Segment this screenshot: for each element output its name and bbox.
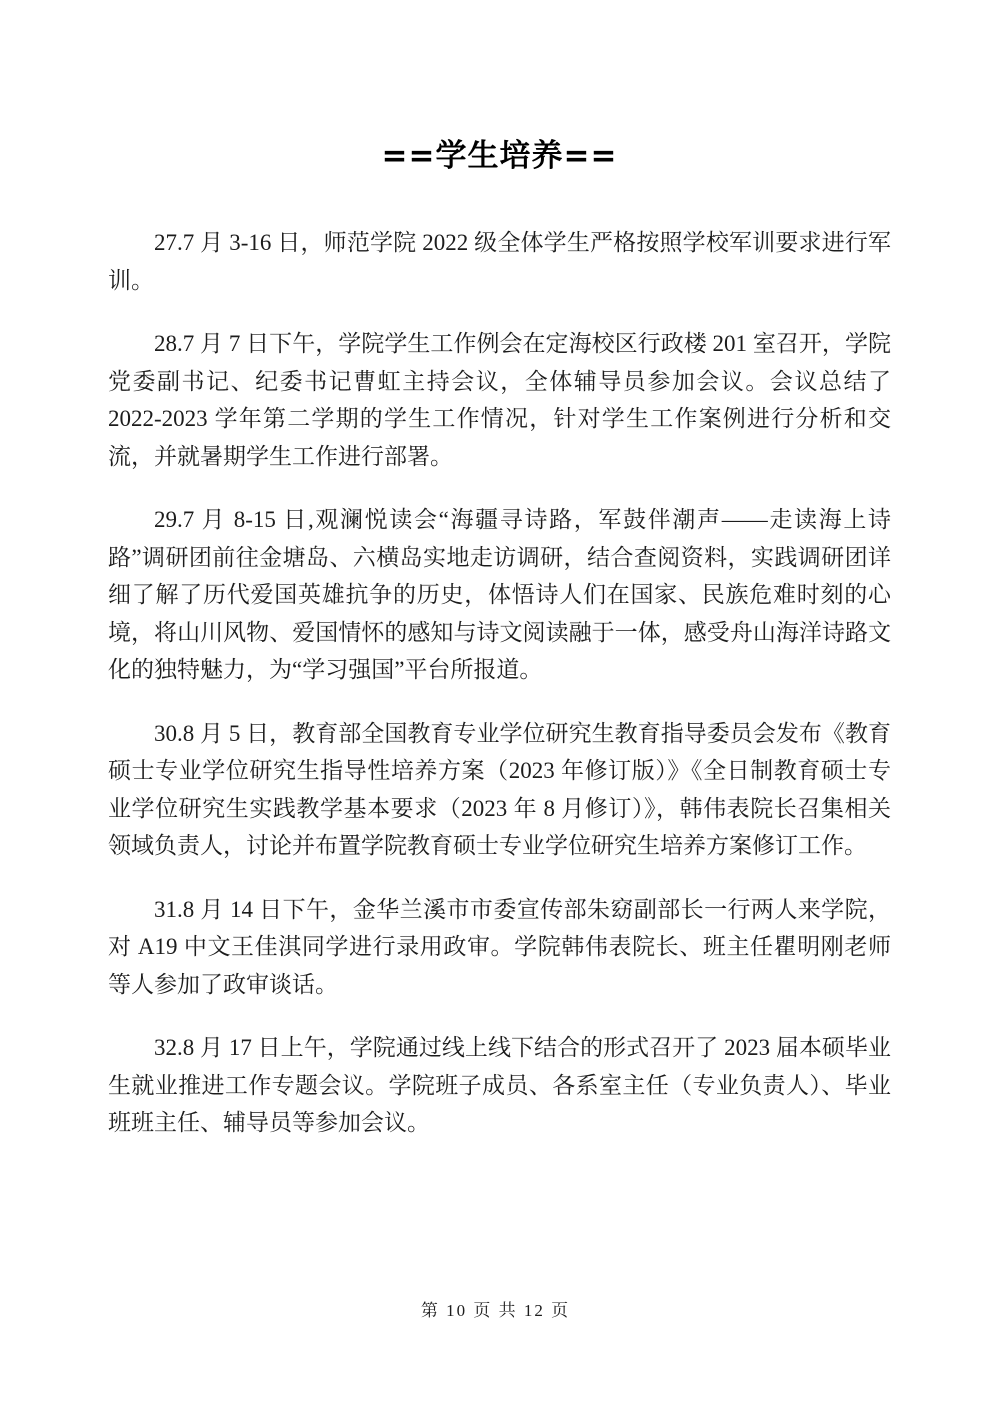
paragraph-30: 30.8 月 5 日，教育部全国教育专业学位研究生教育指导委员会发布《教育硕士专业学位研究生指导性培养方案（2023 年修订版）》《全日制教育硕士专业学位研究生实践教学基本要求（2023 年 8 月修订）》，韩伟表院长召集相关领域负责人，讨论并布置学院教育硕士专业学位研究生培养方案修订工作。 — [108, 720, 891, 858]
paragraph-31: 31.8 月 14 日下午，金华兰溪市市委宣传部朱窈副部长一行两人来学院，对 A19 中文王佳淇同学进行录用政审。学院韩伟表院长、班主任瞿明刚老师等人参加了政审谈话。 — [108, 896, 891, 997]
paragraph-29: 29.7 月 8-15 日,观澜悦读会“海疆寻诗路，军鼓伴潮声——走读海上诗路”调研团前往金塘岛、六横岛实地走访调研，结合查阅资料，实践调研团详细了解了历代爱国英雄抗争的历史，体悟诗人们在国家、民族危难时刻的心境，将山川风物、爱国情怀的感知与诗文阅读融于一体，感受舟山海洋诗路文化的独特魅力，为“学习强国”平台所报道。 — [108, 507, 891, 682]
page-number-footer: 第 10 页 共 12 页 — [420, 1301, 571, 1320]
paragraph-32: 32.8 月 17 日上午，学院通过线上线下结合的形式召开了 2023 届本硕毕业生就业推进工作专题会议。学院班子成员、各系室主任（专业负责人）、毕业班班主任、辅导员等参加会议。 — [108, 1035, 891, 1135]
page-title: ==学生培养== — [381, 138, 618, 174]
paragraph-28: 28.7 月 7 日下午，学院学生工作例会在定海校区行政楼 201 室召开，学院党委副书记、纪委书记曹虹主持会议，全体辅导员参加会议。会议总结了 2022-2023 学年第二学期的学生工作情况，针对学生工作案例进行分析和交流，并就暑期学生工作进行部署。 — [108, 331, 891, 469]
document-content — [108, 0, 891, 1142]
paragraph-27: 27.7 月 3-16 日，师范学院 2022 级全体学生严格按照学校军训要求进行军训。 — [108, 230, 891, 293]
